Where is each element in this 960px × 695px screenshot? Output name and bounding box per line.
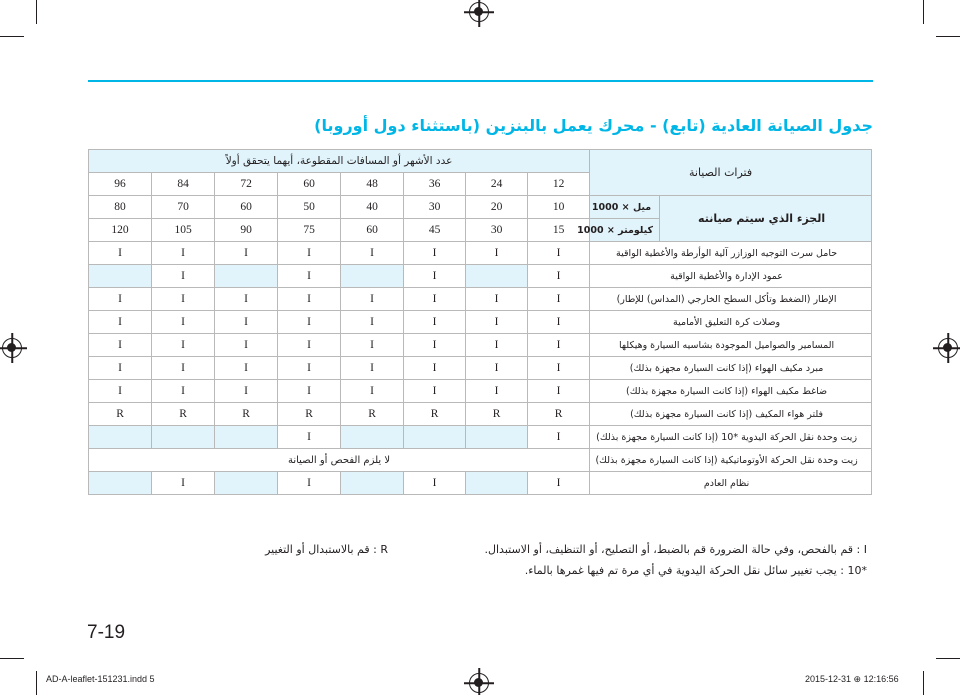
header-cell: 45 — [404, 219, 466, 242]
header-cell: 84 — [152, 173, 215, 196]
item-label: زيت وحدة نقل الحركة اليدوية *10 (إذا كانت السيارة مجهزة بذلك) — [590, 426, 872, 449]
item-cell — [466, 265, 528, 288]
item-label: الإطار (الضغط وتأكل السطح الخارجي (المداس) للإطار) — [590, 288, 872, 311]
item-cell: I — [466, 380, 528, 403]
header-cell: 36 — [404, 173, 466, 196]
item-label: مبرد مكيف الهواء (إذا كانت السيارة مجهزة بذلك) — [590, 357, 872, 380]
item-cell: I — [404, 334, 466, 357]
table-row — [89, 334, 872, 357]
item-cell: I — [466, 357, 528, 380]
section-title: جدول الصيانة العادية (تابع) - محرك يعمل بالبنزين (باستثناء دول أوروبا) — [314, 116, 873, 135]
item-cell — [466, 426, 528, 449]
intervals-header: عدد الأشهر أو المسافات المقطوعة، أيهما يتحقق أولاً — [89, 150, 590, 173]
item-cell: I — [278, 288, 341, 311]
header-cell: 60 — [215, 196, 278, 219]
item-cell: I — [528, 357, 590, 380]
item-cell: I — [89, 357, 152, 380]
item-cell: R — [89, 403, 152, 426]
header-cell: 24 — [466, 173, 528, 196]
maintenance-schedule-table — [88, 149, 872, 495]
header-cell: 90 — [215, 219, 278, 242]
item-cell — [89, 472, 152, 495]
item-cell: I — [404, 472, 466, 495]
header-cell: 30 — [466, 219, 528, 242]
item-cell — [341, 426, 404, 449]
item-cell: I — [341, 242, 404, 265]
item-cell: I — [152, 242, 215, 265]
item-cell: I — [278, 380, 341, 403]
item-cell: I — [404, 311, 466, 334]
item-cell: R — [152, 403, 215, 426]
item-cell: R — [278, 403, 341, 426]
item-cell: I — [466, 288, 528, 311]
item-cell — [152, 426, 215, 449]
item-cell: I — [89, 242, 152, 265]
header-rule — [88, 80, 873, 82]
table-row — [89, 449, 872, 472]
registration-mark-icon — [469, 673, 489, 693]
item-label: ضاغط مكيف الهواء (إذا كانت السيارة مجهزة بذلك) — [590, 380, 872, 403]
slug-datetime: 2015-12-31 ⊕ 12:16:56 — [805, 674, 899, 684]
item-cell: I — [152, 334, 215, 357]
item-cell: I — [528, 334, 590, 357]
item-cell: I — [341, 311, 404, 334]
unit-label: ميل × 1000 — [590, 196, 660, 219]
legend-footnote: *10 : يجب تغيير سائل نقل الحركة اليدوية في أي مرة تم فيها غمرها بالماء. — [524, 564, 867, 577]
crop-mark — [936, 36, 960, 37]
crop-mark — [923, 0, 924, 24]
crop-mark — [923, 671, 924, 695]
item-note: لا يلزم الفحص أو الصيانة — [89, 449, 590, 472]
item-cell: I — [152, 311, 215, 334]
item-label: حامل سرت التوجيه الوزازر آلية الوأرطة والأغطية الواقية — [590, 242, 872, 265]
header-cell: 80 — [89, 196, 152, 219]
item-cell — [215, 265, 278, 288]
crop-mark — [936, 658, 960, 659]
table-row — [89, 357, 872, 380]
item-cell: I — [89, 288, 152, 311]
parts-header: الجزء الذي سيتم صيانته — [660, 196, 872, 242]
item-cell: I — [278, 311, 341, 334]
item-cell: I — [404, 288, 466, 311]
item-cell — [215, 426, 278, 449]
item-label: زيت وحدة نقل الحركة الأوتوماتيكية (إذا كانت السيارة مجهزة بذلك) — [590, 449, 872, 472]
item-rows — [89, 242, 872, 495]
item-cell: I — [152, 380, 215, 403]
table-row — [89, 288, 872, 311]
item-cell: I — [466, 242, 528, 265]
legend-inspect: I : قم بالفحص، وفي حالة الضرورة قم بالضبط، أو التصليح، أو التنظيف، أو الاستبدال. — [484, 543, 867, 556]
slug-filename: AD-A-leaflet-151231.indd 5 — [46, 674, 155, 684]
item-cell: I — [278, 472, 341, 495]
item-cell — [466, 472, 528, 495]
registration-mark-icon — [938, 338, 958, 358]
item-cell: R — [404, 403, 466, 426]
header-cell: 20 — [466, 196, 528, 219]
item-cell — [341, 265, 404, 288]
header-cell: 105 — [152, 219, 215, 242]
item-cell: I — [89, 380, 152, 403]
header-cell: 40 — [341, 196, 404, 219]
item-label: عمود الإدارة والأغطية الواقية — [590, 265, 872, 288]
table-row — [89, 196, 872, 219]
header-cell: 12 — [528, 173, 590, 196]
item-cell: R — [466, 403, 528, 426]
table-row — [89, 403, 872, 426]
registration-mark-icon — [469, 2, 489, 22]
item-label: نظام العادم — [590, 472, 872, 495]
item-cell: I — [528, 380, 590, 403]
item-cell: I — [341, 380, 404, 403]
item-label: المسامير والصواميل الموجودة بشاسيه السيارة وهيكلها — [590, 334, 872, 357]
crop-mark — [36, 0, 37, 24]
crop-mark — [0, 658, 24, 659]
unit-label: كيلومتر × 1000 — [590, 219, 660, 242]
header-cell: 15 — [528, 219, 590, 242]
item-cell — [404, 426, 466, 449]
item-cell: I — [152, 357, 215, 380]
header-cell: 120 — [89, 219, 152, 242]
item-cell: I — [152, 472, 215, 495]
table-row — [89, 472, 872, 495]
item-cell: I — [466, 334, 528, 357]
crop-mark — [0, 36, 24, 37]
item-cell: I — [89, 311, 152, 334]
item-cell: I — [404, 265, 466, 288]
header-cell: 75 — [278, 219, 341, 242]
table-row — [89, 311, 872, 334]
item-cell: I — [278, 357, 341, 380]
table-row — [89, 265, 872, 288]
header-cell: 96 — [89, 173, 152, 196]
item-cell — [341, 472, 404, 495]
item-cell: I — [215, 334, 278, 357]
header-cell: 50 — [278, 196, 341, 219]
table-row — [89, 426, 872, 449]
header-cell: 10 — [528, 196, 590, 219]
legend-replace: R : قم بالاستبدال أو التغيير — [265, 543, 388, 556]
header-cell: 60 — [278, 173, 341, 196]
header-cell: 30 — [404, 196, 466, 219]
header-cell: 48 — [341, 173, 404, 196]
header-cell: 70 — [152, 196, 215, 219]
header-cell: 72 — [215, 173, 278, 196]
item-cell: I — [215, 288, 278, 311]
item-cell — [89, 426, 152, 449]
item-cell: I — [89, 334, 152, 357]
item-cell: I — [528, 311, 590, 334]
item-cell: I — [215, 380, 278, 403]
item-cell: I — [278, 426, 341, 449]
item-label: فلتر هواء المكيف (إذا كانت السيارة مجهزة بذلك) — [590, 403, 872, 426]
registration-mark-icon — [2, 338, 22, 358]
table-row — [89, 242, 872, 265]
item-cell: I — [152, 288, 215, 311]
header-cell: 60 — [341, 219, 404, 242]
item-cell — [215, 472, 278, 495]
item-cell: I — [341, 334, 404, 357]
page-number: 7-19 — [87, 622, 126, 643]
item-cell: I — [278, 265, 341, 288]
item-cell: I — [528, 265, 590, 288]
item-cell: I — [528, 242, 590, 265]
item-cell: I — [528, 426, 590, 449]
item-cell: I — [341, 288, 404, 311]
item-cell: I — [215, 357, 278, 380]
item-cell: I — [152, 265, 215, 288]
item-cell: R — [341, 403, 404, 426]
item-cell: I — [341, 357, 404, 380]
table-row — [89, 380, 872, 403]
item-cell: I — [528, 472, 590, 495]
item-cell: I — [215, 242, 278, 265]
item-label: وصلات كرة التعليق الأمامية — [590, 311, 872, 334]
item-cell: I — [404, 242, 466, 265]
crop-mark — [36, 671, 37, 695]
item-cell: I — [278, 242, 341, 265]
item-cell: I — [215, 311, 278, 334]
corner-header: فترات الصيانة — [590, 150, 872, 196]
item-cell: I — [278, 334, 341, 357]
item-cell: I — [466, 311, 528, 334]
item-cell: I — [404, 357, 466, 380]
item-cell: R — [215, 403, 278, 426]
item-cell: R — [528, 403, 590, 426]
item-cell: I — [528, 288, 590, 311]
table-header-row — [89, 150, 872, 173]
item-cell: I — [404, 380, 466, 403]
item-cell — [89, 265, 152, 288]
